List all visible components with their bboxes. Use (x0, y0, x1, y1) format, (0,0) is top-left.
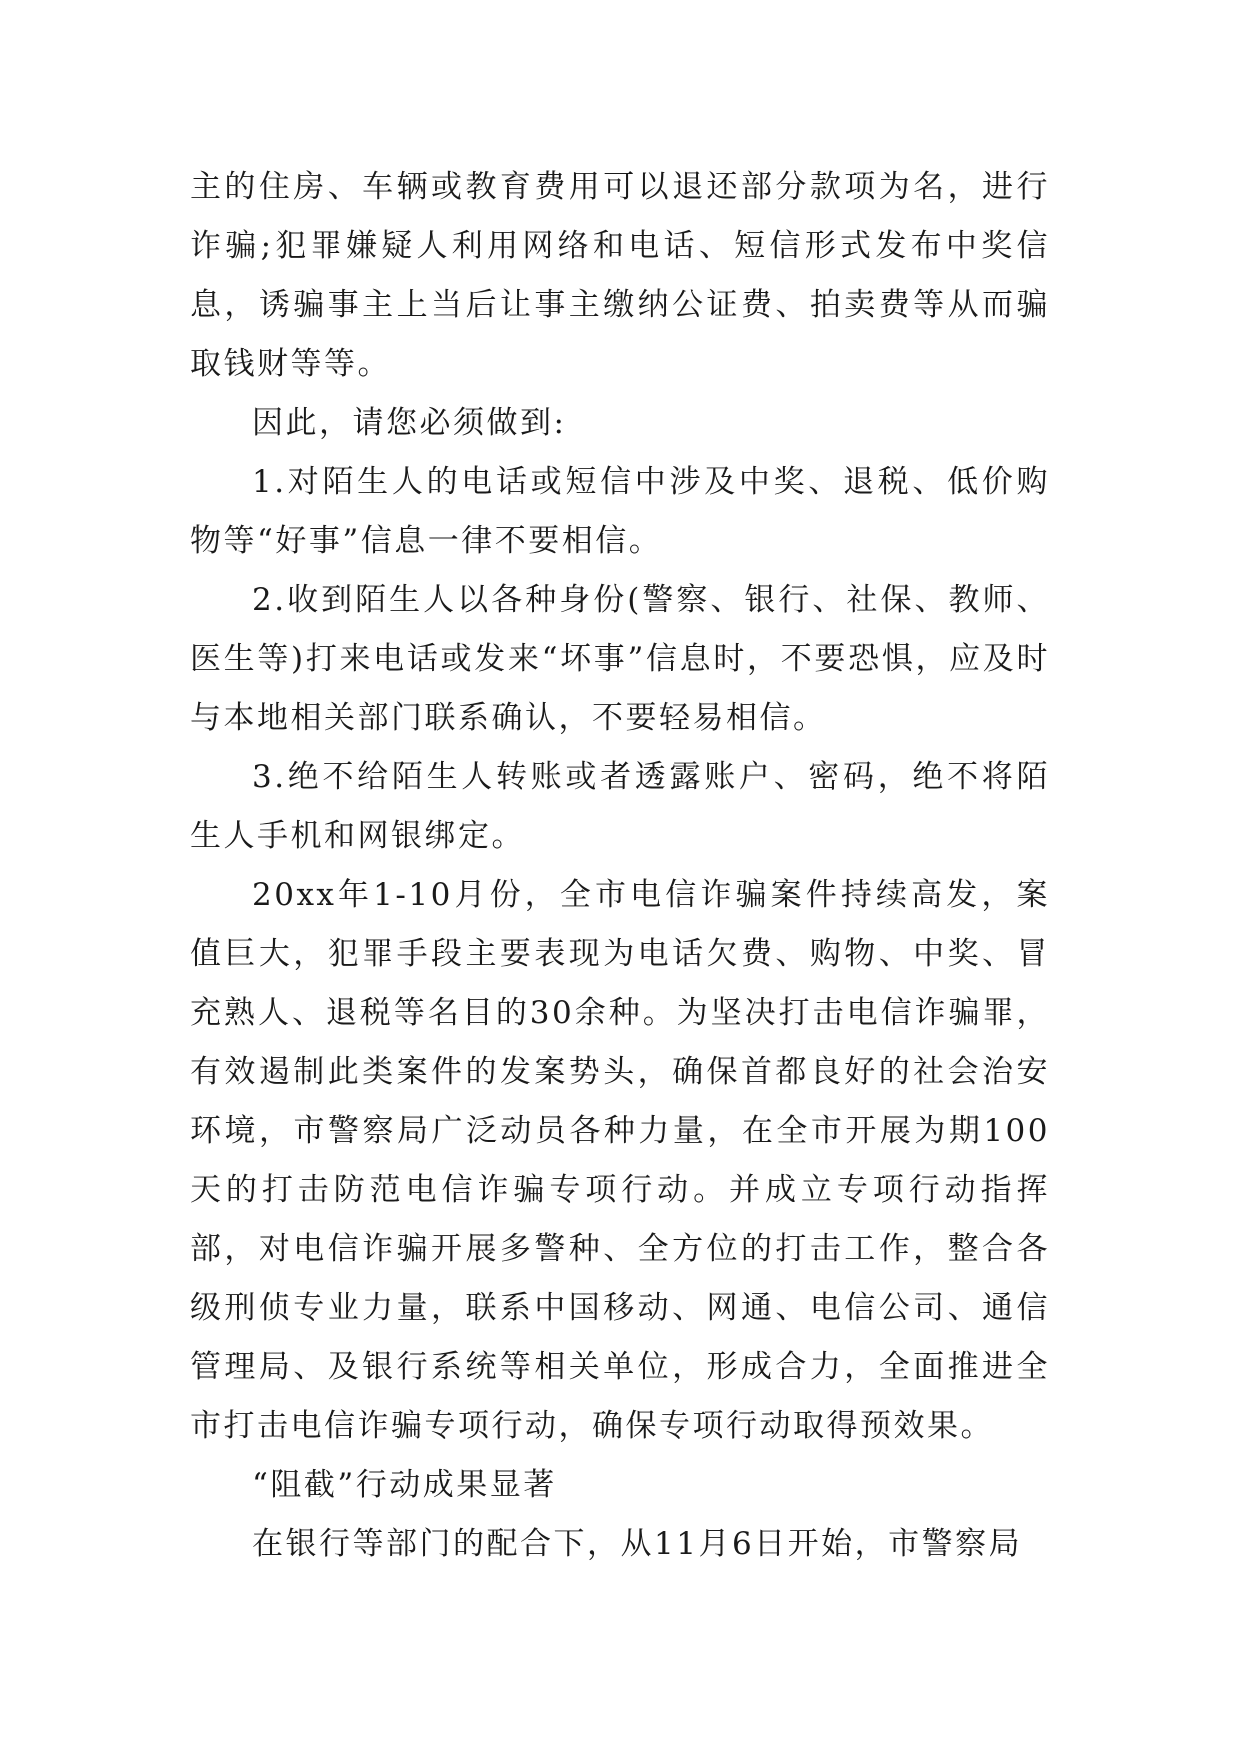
paragraph-rule-2: 2.收到陌生人以各种身份(警察、银行、社保、教师、医生等)打来电话或发来“坏事”信息时，不要恐惧，应及时与本地相关部门联系确认，不要轻易相信。 (190, 582, 1050, 736)
paragraph-therefore: 因此，请您必须做到: (252, 405, 567, 441)
document-body (190, 158, 1050, 1574)
paragraph-interception-start: 在银行等部门的配合下，从11月6日开始，市警察局 (252, 1526, 1023, 1562)
paragraph-fraud-methods-continued: 主的住房、车辆或教育费用可以退还部分款项为名，进行诈骗;犯罪嫌疑人利用网络和电话、短信形式发布中奖信息，诱骗事主上当后让事主缴纳公证费、拍卖费等从而骗取钱财等等。 (190, 169, 1050, 382)
paragraph-rule-3: 3.绝不给陌生人转账或者透露账户、密码，绝不将陌生人手机和网银绑定。 (190, 759, 1050, 854)
paragraph-statistics: 20xx年1-10月份，全市电信诈骗案件持续高发，案值巨大，犯罪手段主要表现为电话欠费、购物、中奖、冒充熟人、退税等名目的30余种。为坚决打击电信诈骗罪，有效遏制此类案件的发案势头，确保首都良好的社会治安环境，市警察局广泛动员各种力量，在全市开展为期100天的打击防范电信诈骗专项行动。并成立专项行动指挥部，对电信诈骗开展多警种、全方位的打击工作，整合各级刑侦专业力量，联系中国移动、网通、电信公司、通信管理局、及银行系统等相关单位，形成合力，全面推进全市打击电信诈骗专项行动，确保专项行动取得预效果。 (190, 877, 1050, 1444)
paragraph-rule-1: 1.对陌生人的电话或短信中涉及中奖、退税、低价购物等“好事”信息一律不要相信。 (190, 464, 1050, 559)
section-heading-interception: “阻截”行动成果显著 (252, 1467, 557, 1503)
